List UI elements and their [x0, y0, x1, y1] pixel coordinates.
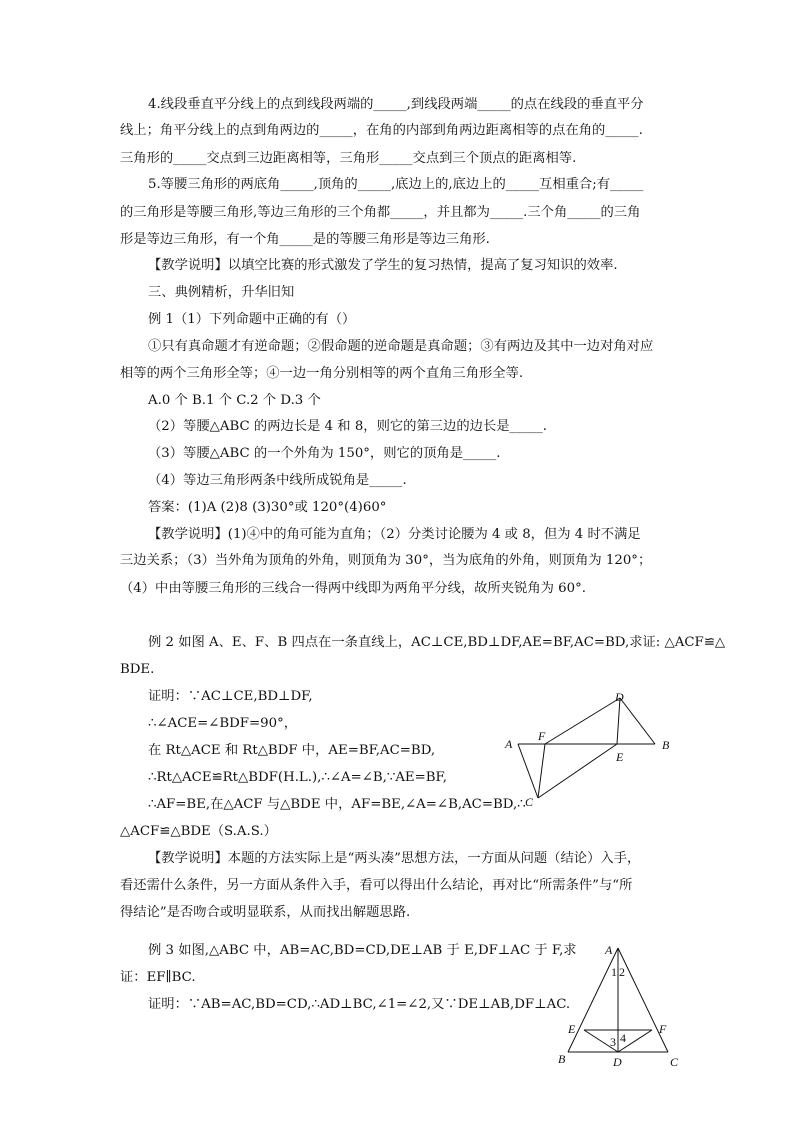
point-label-d: D — [613, 1055, 622, 1068]
text-line: 5.等腰三角形的两底角_____,顶角的_____,底边上的,底边上的_____互相重合;有_____ — [148, 177, 644, 192]
text-line: 三边关系；（3）当外角为顶角的外角，则顶角为 30°，当为底角的外角，则顶角为 120°； — [120, 553, 652, 568]
teaching-note: 【教学说明】(1)④中的角可能为直角；（2）分类讨论腰为 4 或 8，但为 4 时不满足 — [148, 527, 641, 542]
point-label-e: E — [568, 1022, 576, 1036]
angle-label-1: 1 — [611, 965, 617, 979]
point-label-f: F — [538, 729, 546, 743]
example-title: 例 2 如图 A、E、F、B 四点在一条直线上，AC⊥CE,BD⊥DF,AE=BF,AC=BD,求证: △ACF≌△ — [148, 635, 726, 650]
text-line: 相等的两个三角形全等；④一边一角分别相等的两个直角三角形全等. — [120, 366, 524, 381]
geometry-figure-example-2 — [500, 688, 680, 810]
point-label-b: B — [558, 1052, 566, 1066]
teaching-note: 【教学说明】本题的方法实际上是“两头凑”思想方法，一方面从问题（结论）入手， — [148, 851, 641, 866]
text-line: 形是等边三角形，有一个角_____是的等腰三角形是等边三角形. — [120, 232, 490, 247]
text-line: 4.线段垂直平分线上的点到线段两端的_____,到线段两端_____的点在线段的垂直平分 — [148, 97, 644, 112]
section-heading: 三、典例精析，升华旧知 — [148, 285, 295, 300]
point-label-c: C — [670, 1055, 679, 1068]
teaching-note: 【教学说明】以填空比赛的形式激发了学生的复习热情，提高了复习知识的效率. — [148, 258, 618, 273]
example-title: 例 3 如图,△ABC 中，AB=AC,BD=CD,DE⊥AB 于 E,DF⊥AC 于 F,求 — [148, 943, 577, 958]
text-line: 的三角形是等腰三角形,等边三角形的三个角都_____，并且都为_____.三个角_____的三角 — [120, 205, 641, 220]
example-title: 例 1（1）下列命题中正确的有（） — [148, 312, 356, 327]
point-label-f: F — [659, 1022, 667, 1036]
proof-line: 证明：∵AB=AC,BD=CD,∴AD⊥BC,∠1=∠2,又∵DE⊥AB,DF⊥AC. — [148, 997, 571, 1012]
text-line: 看还需什么条件，另一方面从条件入手，看可以得出什么结论，再对比“所需条件”与“所 — [120, 878, 633, 893]
text-line: 线上；角平分线上的点到角两边的_____，在角的内部到角两边距离相等的点在角的_____. — [120, 123, 643, 138]
answer-line: 答案：(1)A (2)8 (3)30°或 120°(4)60° — [148, 500, 387, 515]
text-line: BDE. — [120, 662, 155, 677]
angle-label-3: 3 — [610, 1035, 616, 1049]
point-label-c: C — [525, 795, 534, 809]
proof-line: ∴Rt△ACE≌Rt△BDF(H.L.),∴∠A=∠B,∵AE=BF, — [148, 770, 447, 785]
text-line: 证：EF∥BC. — [120, 970, 196, 985]
proof-line: 证明：∵AC⊥CE,BD⊥DF, — [148, 689, 313, 704]
angle-label-2: 2 — [619, 965, 625, 979]
geometry-figure-example-3 — [556, 942, 686, 1068]
angle-label-4: 4 — [620, 1031, 626, 1045]
text-line: （4）等边三角形两条中线所成锐角是_____. — [148, 473, 407, 488]
text-line: （4）中由等腰三角形的三线合一得两中线即为两角平分线，故所夹锐角为 60°. — [120, 581, 586, 596]
text-line: （2）等腰△ABC 的两边长是 4 和 8，则它的第三边的边长是_____. — [148, 419, 548, 434]
point-label-a: A — [505, 737, 513, 751]
text-line: ①只有真命题才有逆命题；②假命题的逆命题是真命题；③有两边及其中一边对角对应 — [148, 339, 654, 354]
proof-line: 在 Rt△ACE 和 Rt△BDF 中，AE=BF,AC=BD, — [148, 743, 436, 758]
proof-line: ∴∠ACE=∠BDF=90°， — [148, 716, 298, 731]
text-line: （3）等腰△ABC 的一个外角为 150°，则它的顶角是_____. — [148, 446, 501, 461]
choice-options: A.0 个 B.1 个 C.2 个 D.3 个 — [148, 393, 321, 408]
point-label-d: D — [615, 690, 624, 704]
point-label-b: B — [662, 738, 670, 752]
proof-line: △ACF≌△BDE（S.A.S.） — [120, 824, 277, 839]
text-line: 三角形的_____交点到三边距离相等，三角形_____交点到三个顶点的距离相等. — [120, 151, 577, 166]
proof-line: ∴AF=BE,在△ACF 与△BDE 中，AF=BE,∠A=∠B,AC=BD,∴ — [148, 797, 526, 812]
text-line: 得结论”是否吻合或明显联系，从而找出解题思路. — [120, 905, 411, 920]
point-label-a: A — [605, 943, 613, 957]
point-label-e: E — [616, 750, 624, 764]
